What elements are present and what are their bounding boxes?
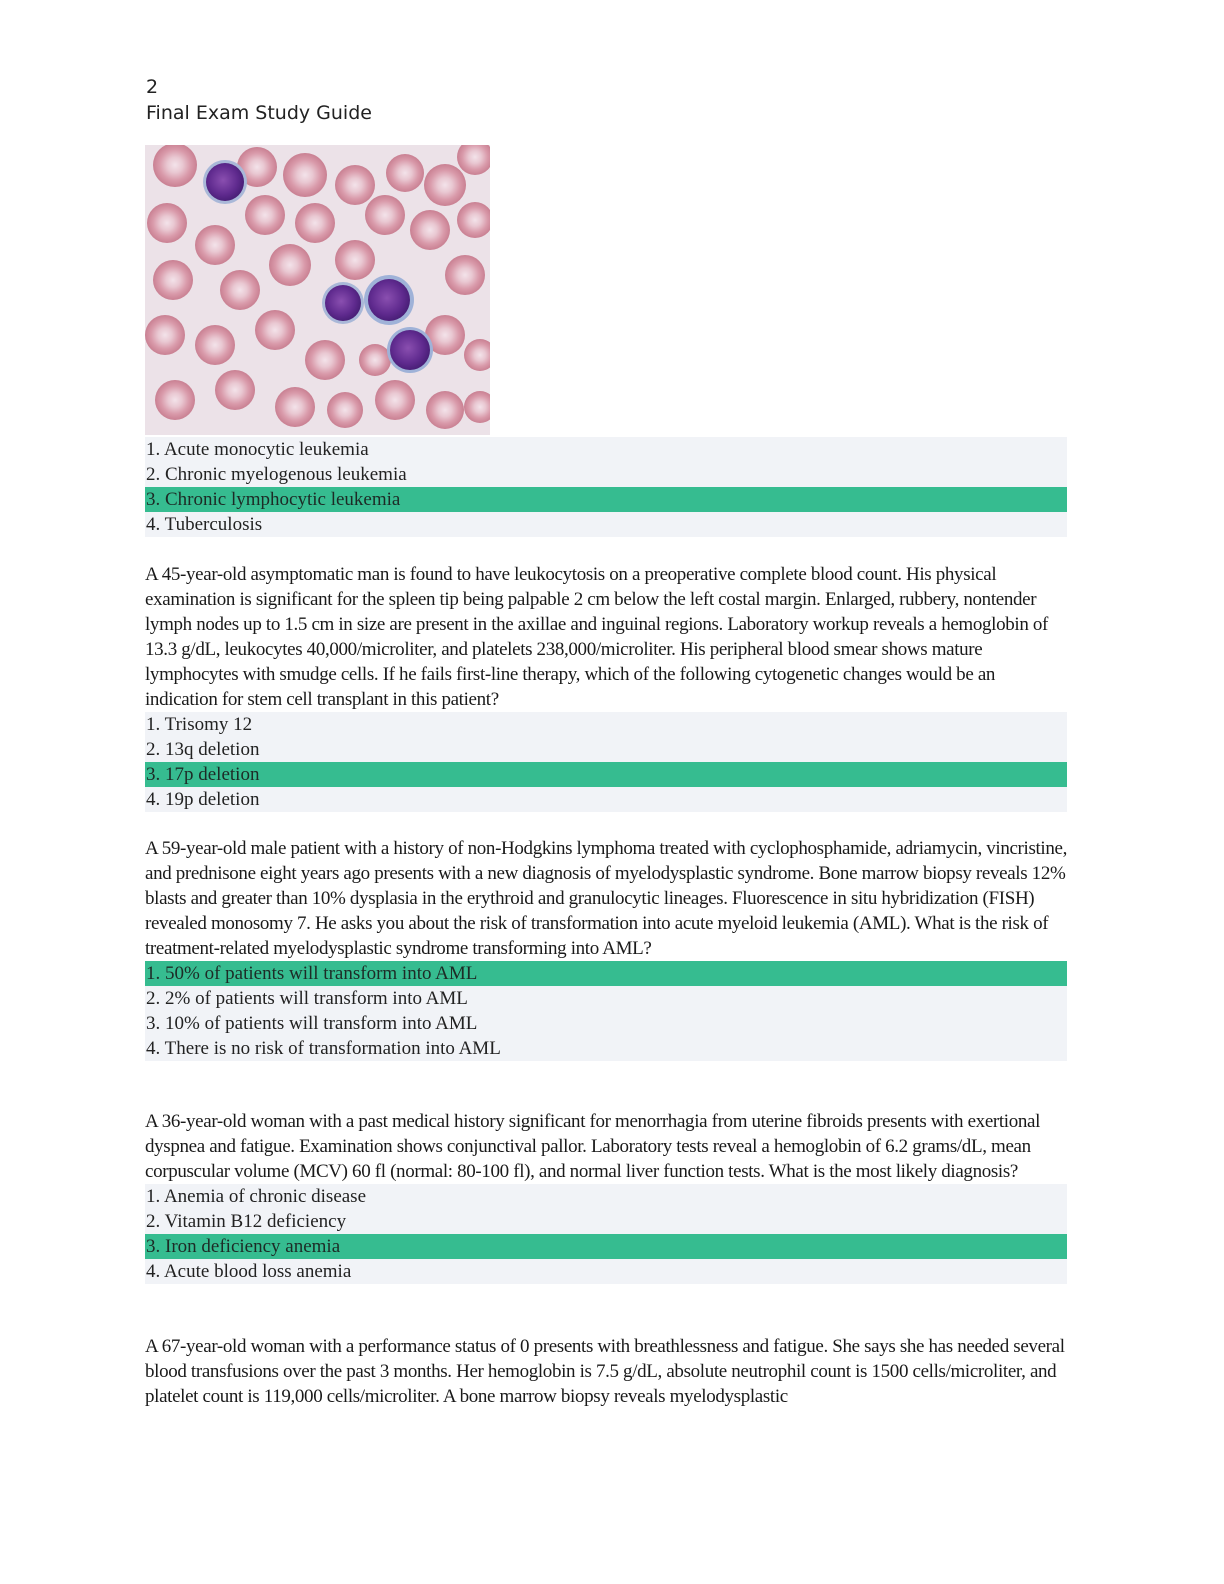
q1-option-2[interactable]: 2. Chronic myelogenous leukemia — [145, 462, 1067, 487]
q1-option-1[interactable]: 1. Acute monocytic leukemia — [145, 437, 1067, 462]
blood-smear-illustration — [145, 145, 490, 435]
q3-block — [145, 836, 1067, 1061]
q3-option-2[interactable]: 2. 2% of patients will transform into AML — [145, 986, 1067, 1011]
q4-option-1[interactable]: 1. Anemia of chronic disease — [145, 1184, 1067, 1209]
q2-block — [145, 562, 1067, 812]
q1-options — [145, 437, 1067, 537]
page-title: Final Exam Study Guide — [146, 102, 372, 124]
q2-option-1[interactable]: 1. Trisomy 12 — [145, 712, 1067, 737]
q5-block — [145, 1334, 1067, 1409]
q1-option-3-correct[interactable]: 3. Chronic lymphocytic leukemia — [145, 487, 1067, 512]
q2-option-2[interactable]: 2. 13q deletion — [145, 737, 1067, 762]
page-number: 2 — [146, 76, 159, 98]
page-header — [146, 74, 372, 126]
blood-smear-image — [145, 145, 490, 435]
q3-option-1-correct[interactable]: 1. 50% of patients will transform into AML — [145, 961, 1067, 986]
q4-stem: A 36-year-old woman with a past medical history significant for menorrhagia from uterine fibroids presents with exertional dyspnea and fatigue. Examination shows conjunctival pallor. Laboratory tests reveal a hemoglobin of 6.2 grams/dL, mean corpuscular volume (MCV) 60 fl (normal: 80-100 fl), and normal liver function tests. What is the most likely diagnosis? — [145, 1111, 1041, 1182]
q4-block — [145, 1109, 1067, 1284]
q3-option-3[interactable]: 3. 10% of patients will transform into AML — [145, 1011, 1067, 1036]
q3-option-4[interactable]: 4. There is no risk of transformation into AML — [145, 1036, 1067, 1061]
q4-option-4[interactable]: 4. Acute blood loss anemia — [145, 1259, 1067, 1284]
q2-option-4[interactable]: 4. 19p deletion — [145, 787, 1067, 812]
q2-option-3-correct[interactable]: 3. 17p deletion — [145, 762, 1067, 787]
q4-option-3-correct[interactable]: 3. Iron deficiency anemia — [145, 1234, 1067, 1259]
q2-stem: A 45-year-old asymptomatic man is found to have leukocytosis on a preoperative complete blood count. His physical examination is significant for the spleen tip being palpable 2 cm below the left costal margin. Enlarged, rubbery, nontender lymph nodes up to 1.5 cm in size are present in the axillae and inguinal regions. Laboratory workup reveals a hemoglobin of 13.3 g/dL, leukocytes 40,000/microliter, and platelets 238,000/microliter. His peripheral blood smear shows mature lymphocytes with smudge cells. If he fails first-line therapy, which of the following cytogenetic changes would be an indication for stem cell transplant in this patient? — [145, 564, 1048, 710]
q4-option-2[interactable]: 2. Vitamin B12 deficiency — [145, 1209, 1067, 1234]
q1-option-4[interactable]: 4. Tuberculosis — [145, 512, 1067, 537]
q3-stem: A 59-year-old male patient with a history of non-Hodgkins lymphoma treated with cyclophosphamide, adriamycin, vincristine, and prednisone eight years ago presents with a new diagnosis of myelodysplastic syndrome. Bone marrow biopsy reveals 12% blasts and greater than 10% dysplasia in the erythroid and granulocytic lineages. Fluorescence in situ hybridization (FISH) revealed monosomy 7. He asks you about the risk of transformation into acute myeloid leukemia (AML). What is the risk of treatment-related myelodysplastic syndrome transforming into AML? — [145, 838, 1067, 959]
q5-stem: A 67-year-old woman with a performance status of 0 presents with breathlessness and fatigue. She says she has needed several blood transfusions over the past 3 months. Her hemoglobin is 7.5 g/dL, absolute neutrophil count is 1500 cells/microliter, and platelet count is 119,000 cells/microliter. A bone marrow biopsy reveals myelodysplastic — [145, 1336, 1065, 1407]
